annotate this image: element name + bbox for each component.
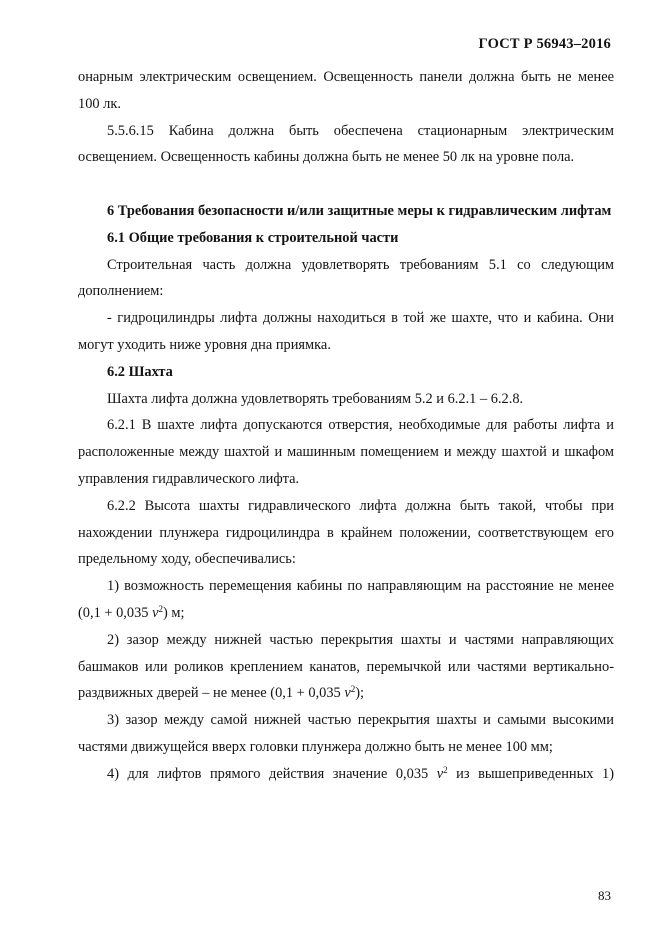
- paragraph-5-5-6-15: 5.5.6.15 Кабина должна быть обеспечена стационарным электрическим освещением. Освещенность кабины должна быть не менее 50 лк на уровне пола.: [78, 122, 614, 166]
- list-item-3: 3) зазор между самой нижней частью перекрытия шахты и самыми высокими частями движущейся вверх головки плунжера должно быть не менее 100 мм;: [78, 712, 614, 755]
- formula-exp: 2: [350, 684, 356, 695]
- list-item-2-tail: );: [355, 685, 365, 702]
- list-item-1: [78, 573, 614, 627]
- list-item-1-tail: ) м;: [162, 604, 185, 621]
- list-item-4: [78, 761, 614, 788]
- paragraph-6-2-1: 6.2.1 В шахте лифта допускаются отверстия, необходимые для работы лифта и расположенные между шахтой и машинным помещением и между шахтой и шкафом управления гидравлического лифта.: [78, 417, 614, 487]
- list-item-1-text: 1) возможность перемещения кабины по направляющим на расстояние не менее (0,1 + 0,035: [78, 578, 614, 621]
- paragraph-6-2-body: Шахта лифта должна удовлетворять требованиям 5.2 и 6.2.1 – 6.2.8.: [107, 390, 524, 407]
- formula-exp: 2: [443, 764, 448, 775]
- paragraph-6-1-item: - гидроцилиндры лифта должны находиться в той же шахте, что и кабина. Они могут уходить ниже уровня дна приямка.: [78, 310, 614, 353]
- paragraph-6-1-body: Строительная часть должна удовлетворять требованиям 5.1 со следующим дополнением:: [78, 256, 614, 300]
- list-item-4-text: 4) для лифтов прямого действия значение 0,035: [107, 765, 437, 782]
- document-header-code: ГОСТ Р 56943–2016: [478, 36, 611, 52]
- formula-var: v: [152, 604, 159, 621]
- section-6-heading: 6 Требования безопасности и/или защитные меры к гидравлическим лифтам: [107, 202, 612, 219]
- section-6-1-heading: 6.1 Общие требования к строительной части: [107, 229, 399, 246]
- section-6-2-heading: 6.2 Шахта: [107, 363, 173, 380]
- paragraph-6-2-2: 6.2.2 Высота шахты гидравлического лифта должна быть такой, чтобы при нахождении плунжера гидроцилиндра в крайнем положении, соответствующем его предельному ходу, обеспечивались:: [78, 497, 614, 568]
- list-item-4-tail: из вышеприведенных 1): [447, 765, 614, 782]
- formula-exp: 2: [158, 603, 163, 614]
- paragraph-continuation: онарным электрическим освещением. Освещенность панели должна быть не менее 100 лк.: [78, 69, 614, 112]
- formula-var: v: [344, 685, 351, 702]
- page-body: [78, 64, 614, 788]
- list-item-2: [78, 627, 614, 707]
- list-item-2-text: 2) зазор между нижней частью перекрытия шахты и частями направляющих башмаков или роликов креплением канатов, перемычкой или частями вертикально-раздвижных дверей – не менее (0,1 + 0,035: [78, 631, 614, 702]
- formula-var: v: [436, 765, 444, 782]
- page-number: 83: [598, 888, 611, 903]
